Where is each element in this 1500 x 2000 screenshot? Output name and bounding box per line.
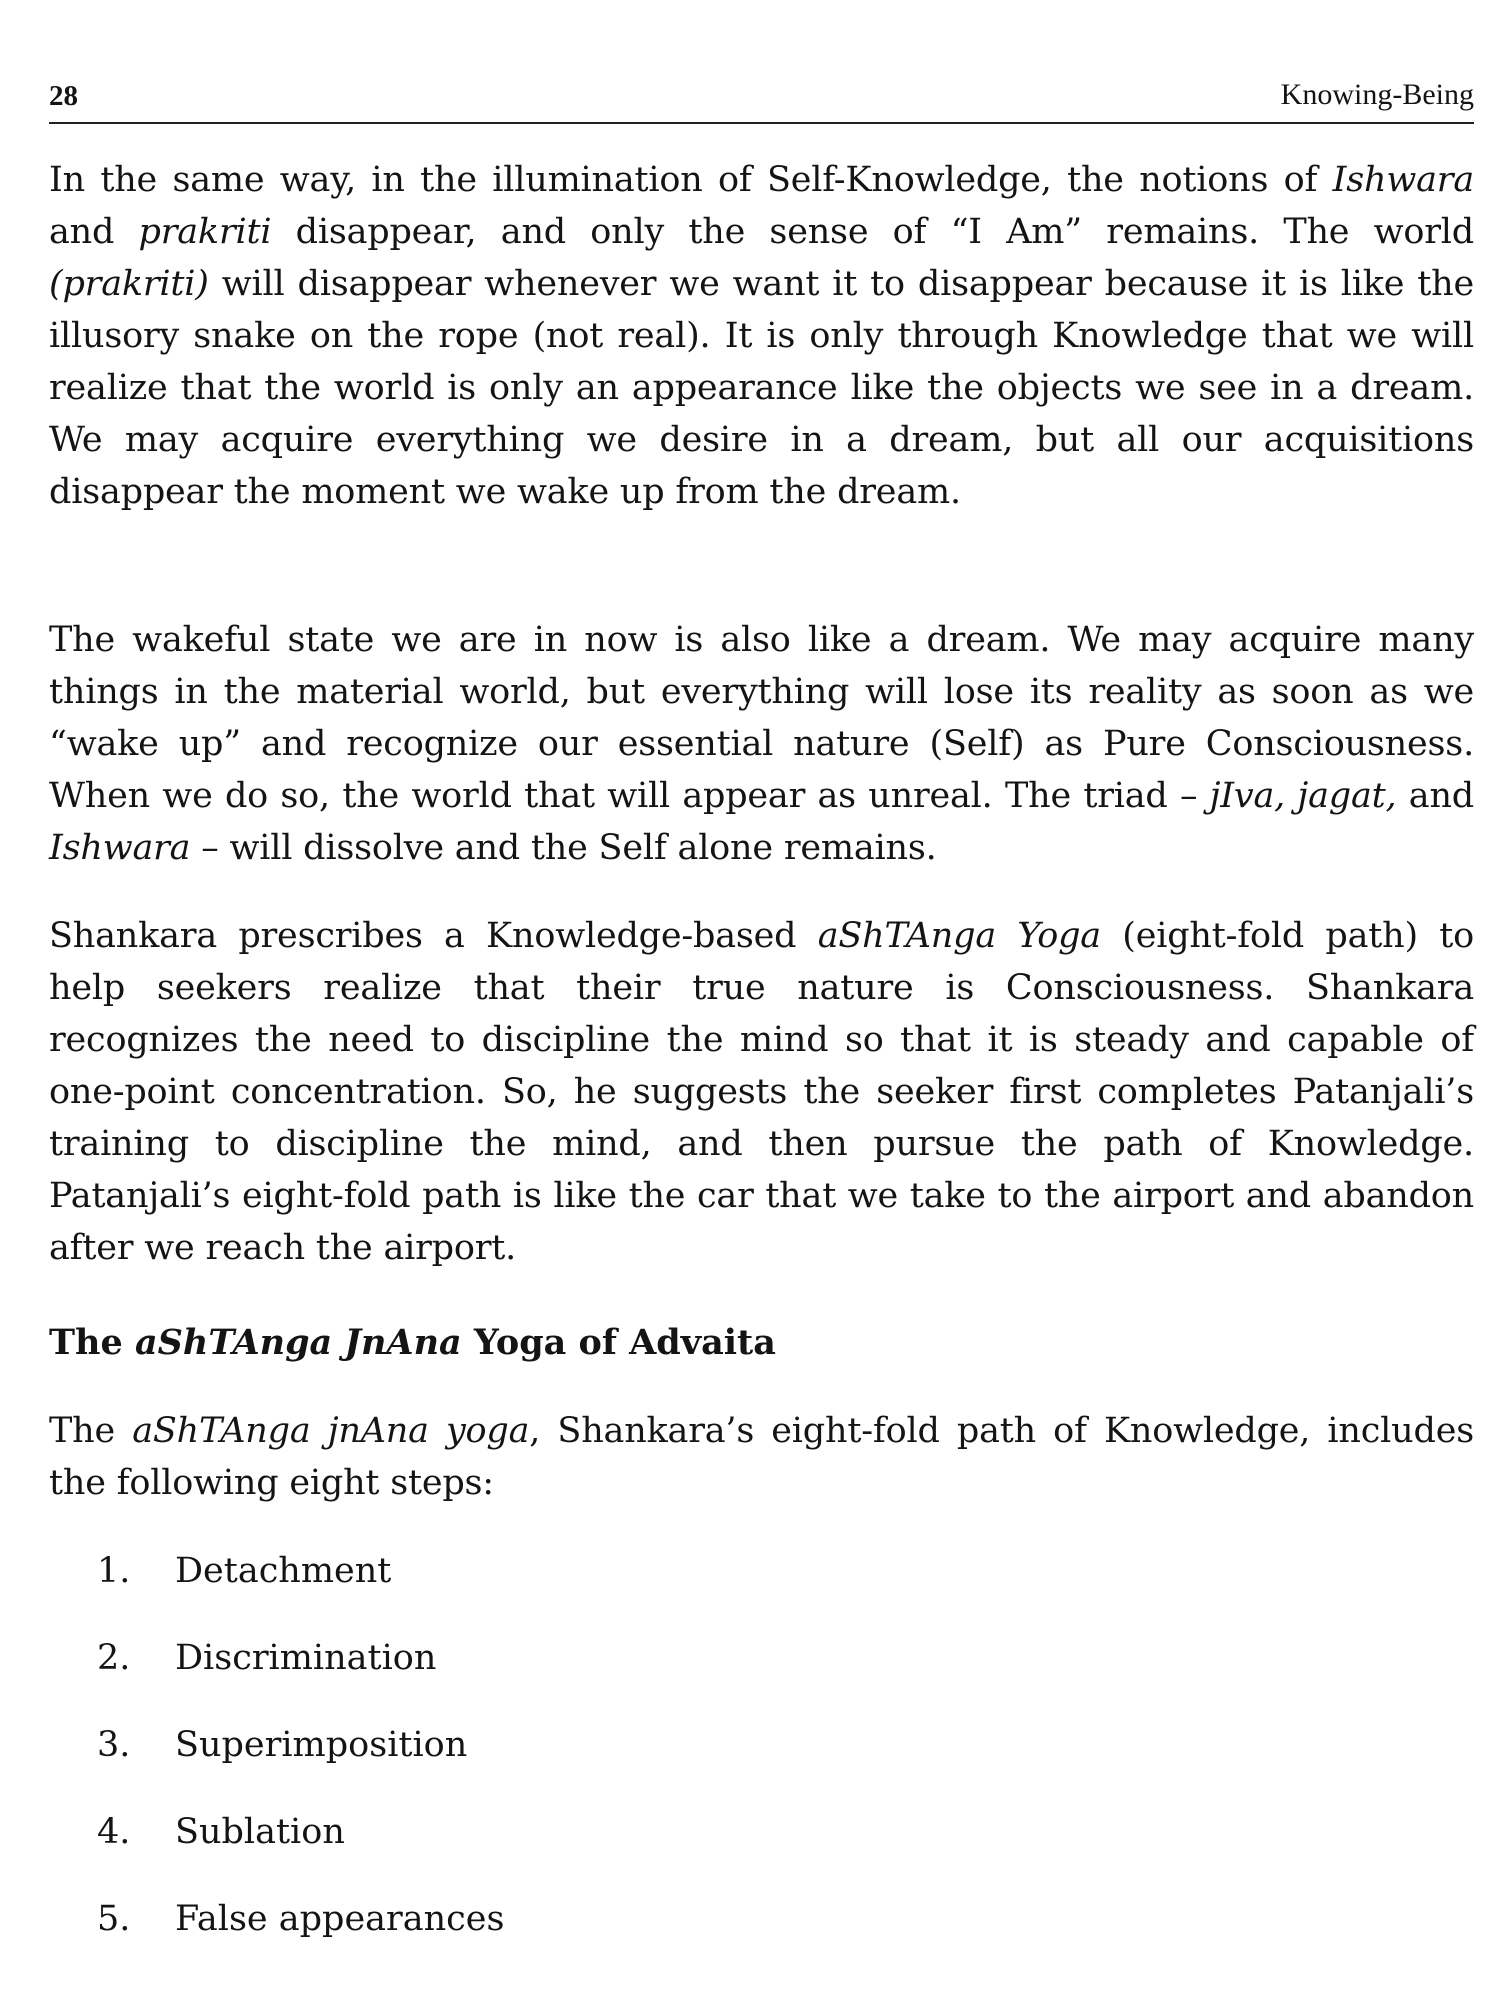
text-run: and (1396, 776, 1474, 816)
page-number: 28 (49, 80, 78, 112)
italic-term: aShTAnga JnAna (134, 1322, 462, 1363)
list-number: 5. (97, 1899, 131, 1939)
list-item (97, 1806, 504, 1893)
list-number: 1. (97, 1551, 131, 1591)
text-run: – will dissolve and the Self alone remains. (190, 828, 937, 868)
text-run: , Shankara’s eight-fold path of Knowledge, includes the following eight steps: (49, 1411, 1474, 1503)
text-run: (eight-fold path) to help seekers realize that their true nature is Consciousness. Shankara recognizes the need to discipline the mind so that it is steady and capable of one-point concentration. So, he suggests the seeker first completes Patanjali’s training to discipline the mind, and then pursue the path of Knowledge. Patanjali’s eight-fold path is like the car that we take to the airport and abandon after we reach the airport. (49, 916, 1474, 1268)
italic-term: (prakriti) (49, 264, 209, 304)
text-run: disappear, and only the sense of “I Am” remains. The world (271, 212, 1474, 252)
text-run: The (49, 1322, 135, 1363)
list-label: Discrimination (175, 1638, 437, 1678)
list-label: False appearances (175, 1899, 505, 1939)
paragraph-eight-steps-intro (49, 1405, 1474, 1509)
list-number: 4. (97, 1812, 131, 1852)
list-number: 3. (97, 1725, 131, 1765)
italic-term: Ishwara (1332, 160, 1474, 200)
paragraph-illumination (49, 154, 1474, 518)
paragraph-shankara (49, 910, 1474, 1274)
italic-term: aShTAnga jnAna yoga (132, 1411, 530, 1451)
text-run: will disappear whenever we want it to disappear because it is like the illusory snake on the rope (not real). It is only through Knowledge that we will realize that the world is only an appearance like the objects we see in a dream. We may acquire everything we desire in a dream, but all our acquisitions disappear the moment we wake up from the dream. (49, 264, 1474, 512)
text-run: The wakeful state we are in now is also like a dream. We may acquire many things in the material world, but everything will lose its reality as soon as we “wake up” and recognize our essential nature (Self) as Pure Consciousness. When we do so, the world that will appear as unreal. The triad – (49, 620, 1474, 816)
page-header (49, 76, 1474, 124)
list-item (97, 1545, 504, 1632)
text-run: Yoga of Advaita (461, 1322, 776, 1363)
paragraph-wakeful-state (49, 614, 1474, 874)
list-label: Detachment (175, 1551, 392, 1591)
list-number: 2. (97, 1638, 131, 1678)
list-label: Superimposition (175, 1725, 468, 1765)
text-run: and (49, 212, 139, 252)
text-run: The (49, 1411, 133, 1451)
list-item (97, 1893, 504, 1980)
list-item (97, 1632, 504, 1719)
italic-term: aShTAnga Yoga (817, 916, 1101, 956)
running-head: Knowing-Being (1280, 78, 1474, 111)
list-label: Sublation (175, 1812, 345, 1852)
italic-term: Ishwara (49, 828, 191, 868)
text-run: In the same way, in the illumination of Self-Knowledge, the notions of (49, 160, 1333, 200)
italic-term: prakriti (138, 212, 272, 252)
section-heading (49, 1322, 776, 1363)
italic-term: jIva, jagat, (1209, 776, 1397, 816)
text-run: Shankara prescribes a Knowledge-based (49, 916, 818, 956)
steps-list (97, 1545, 504, 1980)
list-item (97, 1719, 504, 1806)
